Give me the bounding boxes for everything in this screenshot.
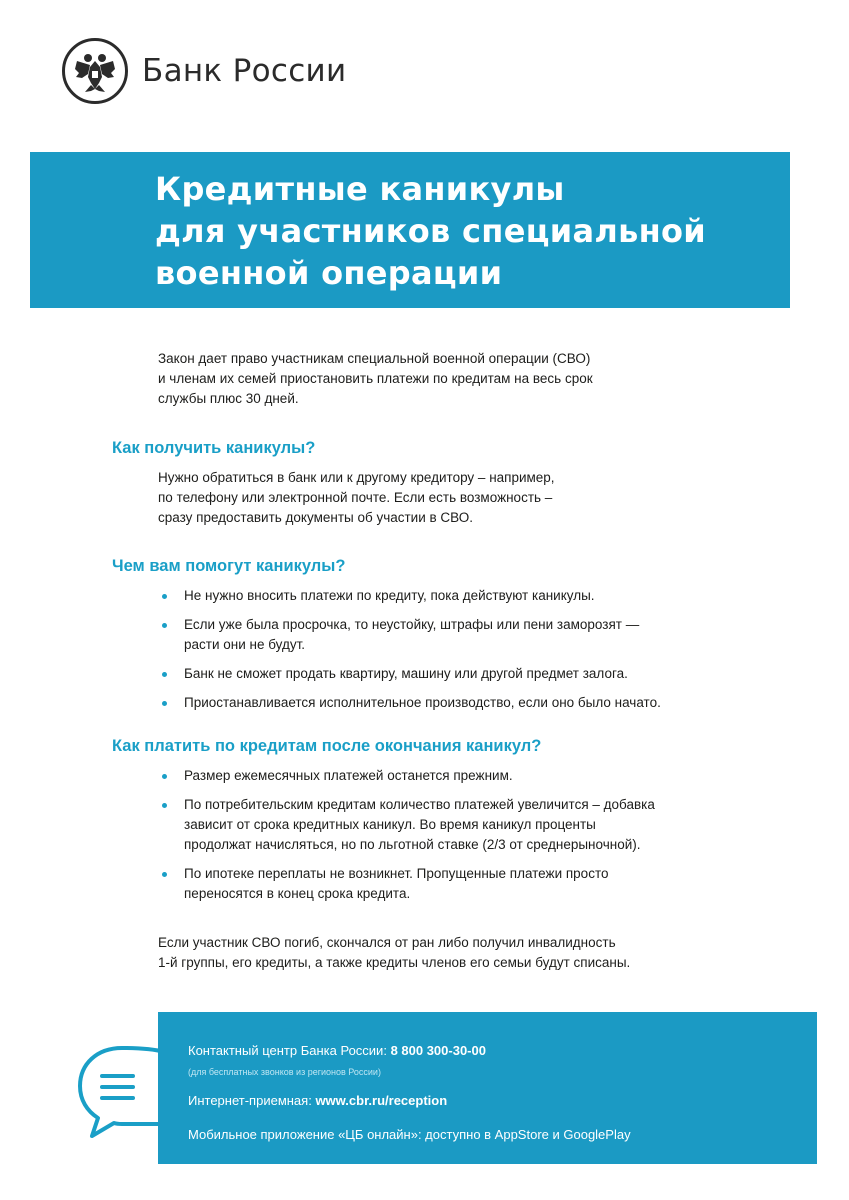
outro-paragraph [158, 933, 798, 973]
text-line: переносятся в конец срока кредита. [184, 886, 411, 901]
eagle-emblem-icon [62, 38, 128, 104]
list-item [158, 693, 818, 713]
contact-panel [158, 1012, 817, 1164]
text-line: Если участник СВО погиб, скончался от ран либо получил инвалидность [158, 935, 616, 950]
section-heading-benefits: Чем вам помогут каникулы? [112, 557, 346, 575]
text-line: Если уже была просрочка, то неустойку, штрафы или пени заморозят — [184, 617, 640, 632]
title-banner [30, 152, 790, 308]
chat-bubble-icon [75, 1042, 170, 1142]
list-item [158, 664, 818, 684]
section-heading-how-to-get: Как получить каникулы? [112, 439, 316, 457]
text-line: Закон дает право участникам специальной военной операции (СВО) [158, 351, 591, 366]
page-title [155, 168, 706, 294]
bank-logo [62, 38, 346, 104]
list-item [158, 615, 818, 655]
text-line: По потребительским кредитам количество платежей увеличится – добавка [184, 797, 655, 812]
section-paragraph-how-to-get [158, 468, 778, 528]
text-line: продолжат начисляться, но по льготной ставке (2/3 от среднерыночной). [184, 837, 641, 852]
intro-paragraph [158, 349, 778, 409]
section-heading-after-holiday: Как платить по кредитам после окончания каникул? [112, 737, 542, 755]
list-item [158, 795, 818, 855]
text-line: Размер ежемесячных платежей останется прежним. [184, 768, 513, 783]
reception-label: Интернет-приемная: [188, 1093, 312, 1108]
title-line: Кредитные каникулы [155, 170, 565, 208]
contact-phone-line [188, 1042, 486, 1060]
text-line: и членам их семей приостановить платежи по кредитам на весь срок [158, 371, 593, 386]
text-line: Нужно обратиться в банк или к другому кредитору – например, [158, 470, 555, 485]
list-item [158, 586, 818, 606]
text-line: Банк не сможет продать квартиру, машину или другой предмет залога. [184, 666, 628, 681]
benefits-list [158, 586, 818, 722]
text-line: Не нужно вносить платежи по кредиту, пока действуют каникулы. [184, 588, 595, 603]
phone-note: (для бесплатных звонков из регионов России) [188, 1067, 381, 1077]
after-holiday-list [158, 766, 818, 913]
text-line: зависит от срока кредитных каникул. Во время каникул проценты [184, 817, 596, 832]
contact-reception-line [188, 1092, 447, 1110]
contact-app-line: Мобильное приложение «ЦБ онлайн»: доступно в AppStore и GooglePlay [188, 1127, 631, 1142]
text-line: службы плюс 30 дней. [158, 391, 299, 406]
list-item [158, 766, 818, 786]
text-line: по телефону или электронной почте. Если есть возможность – [158, 490, 553, 505]
phone-number[interactable]: 8 800 300-30-00 [390, 1043, 486, 1058]
list-item [158, 864, 818, 904]
reception-link[interactable]: www.cbr.ru/reception [315, 1093, 448, 1108]
phone-label: Контактный центр Банка России: [188, 1043, 387, 1058]
title-line: для участников специальной [155, 212, 707, 250]
text-line: сразу предоставить документы об участии в СВО. [158, 510, 473, 525]
text-line: 1-й группы, его кредиты, а также кредиты членов его семьи будут списаны. [158, 955, 631, 970]
text-line: Приостанавливается исполнительное производство, если оно было начато. [184, 695, 661, 710]
text-line: расти они не будут. [184, 637, 306, 652]
title-line: военной операции [155, 254, 503, 292]
text-line: По ипотеке переплаты не возникнет. Пропущенные платежи просто [184, 866, 609, 881]
bank-name: Банк России [142, 53, 347, 89]
